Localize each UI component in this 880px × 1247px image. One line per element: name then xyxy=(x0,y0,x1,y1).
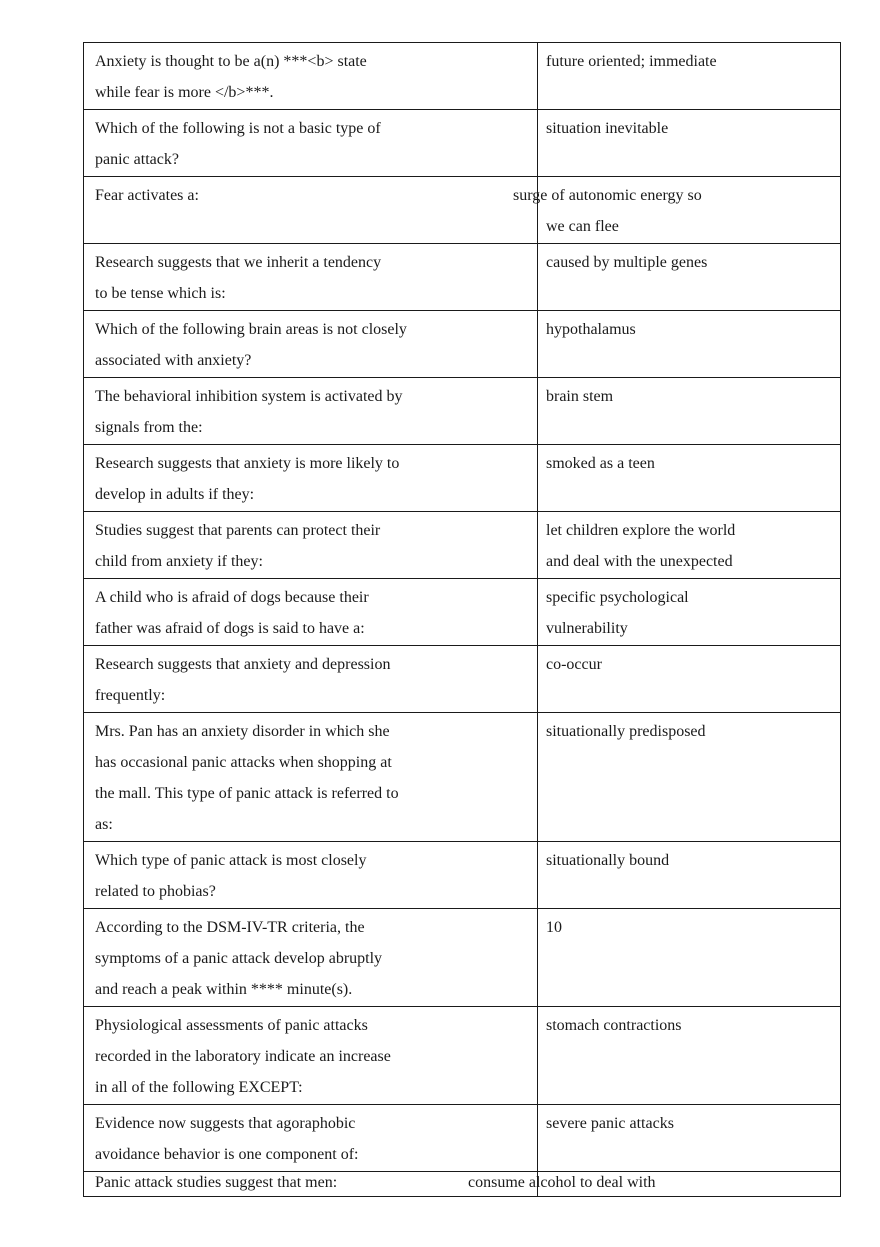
table-row xyxy=(84,244,841,311)
question-line: in all of the following EXCEPT: xyxy=(95,1079,303,1096)
question-cell xyxy=(84,244,538,311)
question-line: Research suggests that we inherit a tendency xyxy=(95,254,382,271)
table-row xyxy=(84,110,841,177)
question-line: symptoms of a panic attack develop abruptly xyxy=(95,950,383,967)
question-line: Anxiety is thought to be a(n) ***<b> state xyxy=(95,53,367,70)
question-line: Research suggests that anxiety is more likely to xyxy=(95,455,400,472)
table-row xyxy=(84,378,841,445)
answer-line: surge of autonomic energy so xyxy=(513,187,702,204)
question-line: Fear activates a: xyxy=(95,187,199,204)
answer-cell xyxy=(538,378,841,445)
answer-cell xyxy=(538,445,841,512)
table-row xyxy=(84,579,841,646)
table-row xyxy=(84,311,841,378)
answer-line: and deal with the unexpected xyxy=(546,553,733,570)
question-line: Evidence now suggests that agoraphobic xyxy=(95,1115,356,1132)
table-row xyxy=(84,1172,841,1197)
answer-cell xyxy=(538,512,841,579)
question-answer-table xyxy=(83,42,841,1197)
answer-cell xyxy=(538,244,841,311)
question-cell xyxy=(84,646,538,713)
answer-cell xyxy=(538,842,841,909)
answer-line: future oriented; immediate xyxy=(546,53,717,70)
table-row xyxy=(84,1007,841,1105)
question-line: According to the DSM-IV-TR criteria, the xyxy=(95,919,365,936)
answer-line: co-occur xyxy=(546,656,602,673)
table-row xyxy=(84,445,841,512)
answer-line: situation inevitable xyxy=(546,120,669,137)
answer-line: brain stem xyxy=(546,388,614,405)
answer-line: severe panic attacks xyxy=(546,1115,674,1132)
question-line: Which type of panic attack is most closely xyxy=(95,852,367,869)
question-line: Studies suggest that parents can protect their xyxy=(95,522,381,539)
answer-line: specific psychological xyxy=(546,589,689,606)
question-line: The behavioral inhibition system is activated by xyxy=(95,388,403,405)
question-line: Panic attack studies suggest that men: xyxy=(95,1174,338,1191)
answer-cell xyxy=(538,43,841,110)
answer-line: smoked as a teen xyxy=(546,455,655,472)
question-cell xyxy=(84,512,538,579)
answer-cell xyxy=(538,646,841,713)
question-cell xyxy=(84,445,538,512)
question-line: Research suggests that anxiety and depression xyxy=(95,656,391,673)
question-cell xyxy=(84,311,538,378)
answer-line: let children explore the world xyxy=(546,522,736,539)
question-cell xyxy=(84,713,538,842)
answer-cell xyxy=(538,579,841,646)
question-line: to be tense which is: xyxy=(95,285,226,302)
table-row xyxy=(84,909,841,1007)
answer-line: we can flee xyxy=(546,218,619,235)
answer-cell xyxy=(538,1007,841,1105)
question-cell xyxy=(84,110,538,177)
table-row xyxy=(84,177,841,244)
question-cell xyxy=(84,909,538,1007)
question-cell xyxy=(84,842,538,909)
answer-line: situationally predisposed xyxy=(546,723,706,740)
answer-line: caused by multiple genes xyxy=(546,254,708,271)
question-cell xyxy=(84,579,538,646)
question-cell xyxy=(84,43,538,110)
question-line: while fear is more </b>***. xyxy=(95,84,274,101)
answer-line: consume alcohol to deal with xyxy=(468,1174,656,1191)
question-line: Which of the following is not a basic type of xyxy=(95,120,381,137)
question-line: frequently: xyxy=(95,687,166,704)
answer-line: 10 xyxy=(546,919,562,936)
answer-line: stomach contractions xyxy=(546,1017,682,1034)
question-line: related to phobias? xyxy=(95,883,216,900)
answer-line: hypothalamus xyxy=(546,321,636,338)
table-row xyxy=(84,1105,841,1172)
question-line: signals from the: xyxy=(95,419,203,436)
answer-cell xyxy=(513,177,841,244)
question-cell xyxy=(84,378,538,445)
table-row xyxy=(84,713,841,842)
answer-line: situationally bound xyxy=(546,852,670,869)
question-line: avoidance behavior is one component of: xyxy=(95,1146,359,1163)
question-line: recorded in the laboratory indicate an increase xyxy=(95,1048,391,1065)
answer-line: vulnerability xyxy=(546,620,628,637)
question-line: Which of the following brain areas is not closely xyxy=(95,321,407,338)
question-line: Mrs. Pan has an anxiety disorder in which she xyxy=(95,723,390,740)
question-line: A child who is afraid of dogs because their xyxy=(95,589,369,606)
answer-cell xyxy=(538,909,841,1007)
question-line: the mall. This type of panic attack is referred to xyxy=(95,785,399,802)
question-cell xyxy=(84,177,538,244)
question-line: child from anxiety if they: xyxy=(95,553,263,570)
answer-cell xyxy=(468,1172,841,1197)
answer-cell xyxy=(538,713,841,842)
answer-cell xyxy=(538,1105,841,1172)
question-line: develop in adults if they: xyxy=(95,486,255,503)
table-row xyxy=(84,43,841,110)
question-line: father was afraid of dogs is said to have a: xyxy=(95,620,365,637)
question-cell xyxy=(84,1105,538,1172)
table-row xyxy=(84,646,841,713)
answer-cell xyxy=(538,311,841,378)
question-line: Physiological assessments of panic attacks xyxy=(95,1017,368,1034)
table-row xyxy=(84,512,841,579)
table-row xyxy=(84,842,841,909)
question-line: has occasional panic attacks when shopping at xyxy=(95,754,392,771)
question-line: associated with anxiety? xyxy=(95,352,252,369)
question-line: panic attack? xyxy=(95,151,179,168)
question-line: as: xyxy=(95,816,113,833)
question-line: and reach a peak within **** minute(s). xyxy=(95,981,353,998)
question-cell xyxy=(84,1007,538,1105)
answer-cell xyxy=(538,110,841,177)
